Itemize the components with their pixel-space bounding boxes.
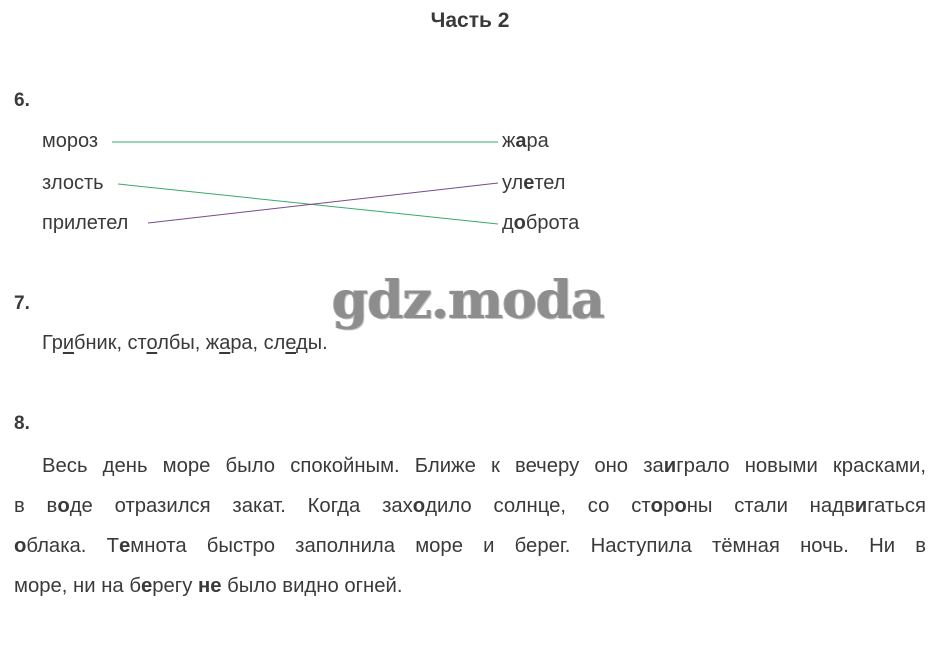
right-word-dobrota: доброта	[502, 212, 580, 234]
bold-letter: о	[650, 495, 664, 517]
task-7-number: 7.	[14, 293, 30, 314]
task-8-number: 8.	[14, 413, 30, 434]
paragraph-line	[14, 486, 926, 526]
bold-letter: о	[14, 535, 27, 557]
bold-letter: о	[674, 495, 687, 517]
match-line-priletel-uletel	[148, 183, 498, 223]
bold-letter: и	[854, 495, 868, 517]
paragraph-text-segment: ны стали надв	[686, 495, 855, 517]
paragraph-text-segment: де отразился закат. Когда зах	[69, 495, 413, 517]
paragraph-text-segment: в в	[14, 495, 58, 517]
paragraph-text-segment: блака. Т	[26, 535, 120, 557]
paragraph-text-segment: р	[663, 495, 675, 517]
underlined-letter: о	[146, 332, 158, 354]
paragraph-text-segment: Весь день море было спокойным. Ближе к вечеру оно за	[42, 455, 664, 477]
bold-letter: о	[57, 495, 70, 517]
paragraph-line	[14, 526, 926, 566]
task-6-number: 6.	[14, 90, 30, 111]
paragraph-text-segment: грало новыми красками,	[676, 455, 926, 477]
watermark-logo: gdz.moda	[332, 270, 605, 331]
bold-letter: е	[119, 535, 131, 557]
left-word-zlost: злость	[42, 172, 104, 194]
paragraph-text-segment: гаться	[867, 495, 926, 517]
page-title: Часть 2	[430, 9, 510, 32]
answer-text-segment: ды.	[296, 332, 328, 354]
paragraph-text-segment: было видно огней.	[221, 575, 403, 597]
underlined-letter: а	[219, 332, 231, 354]
answer-text-segment: лбы, ж	[157, 332, 220, 354]
bold-letter: и	[663, 455, 677, 477]
task-8-paragraph	[14, 446, 926, 606]
paragraph-text-segment: регу	[152, 575, 198, 597]
bold-letter: не	[197, 575, 222, 597]
right-word-uletel: улетел	[502, 172, 566, 194]
task-7-answer	[42, 332, 328, 355]
paragraph-line	[14, 446, 926, 486]
paragraph-text-segment: дило солнце, со ст	[425, 495, 651, 517]
answer-text-segment: Гр	[42, 332, 63, 354]
bold-letter: е	[140, 575, 153, 597]
paragraph-line	[14, 566, 926, 606]
right-word-zhara: жара	[502, 130, 549, 152]
paragraph-text-segment: море, ни на б	[14, 575, 141, 597]
answer-text-segment: бник, ст	[74, 332, 147, 354]
underlined-letter: и	[62, 332, 75, 354]
left-word-priletel: прилетел	[42, 212, 129, 234]
bold-letter: о	[412, 495, 426, 517]
paragraph-text-segment: мнота быстро заполнила море и берег. Наступила тёмная ночь. Ни в	[130, 535, 926, 557]
underlined-letter: е	[285, 332, 297, 354]
left-word-moroz: мороз	[42, 130, 99, 152]
answer-text-segment: ра, сл	[230, 332, 286, 354]
